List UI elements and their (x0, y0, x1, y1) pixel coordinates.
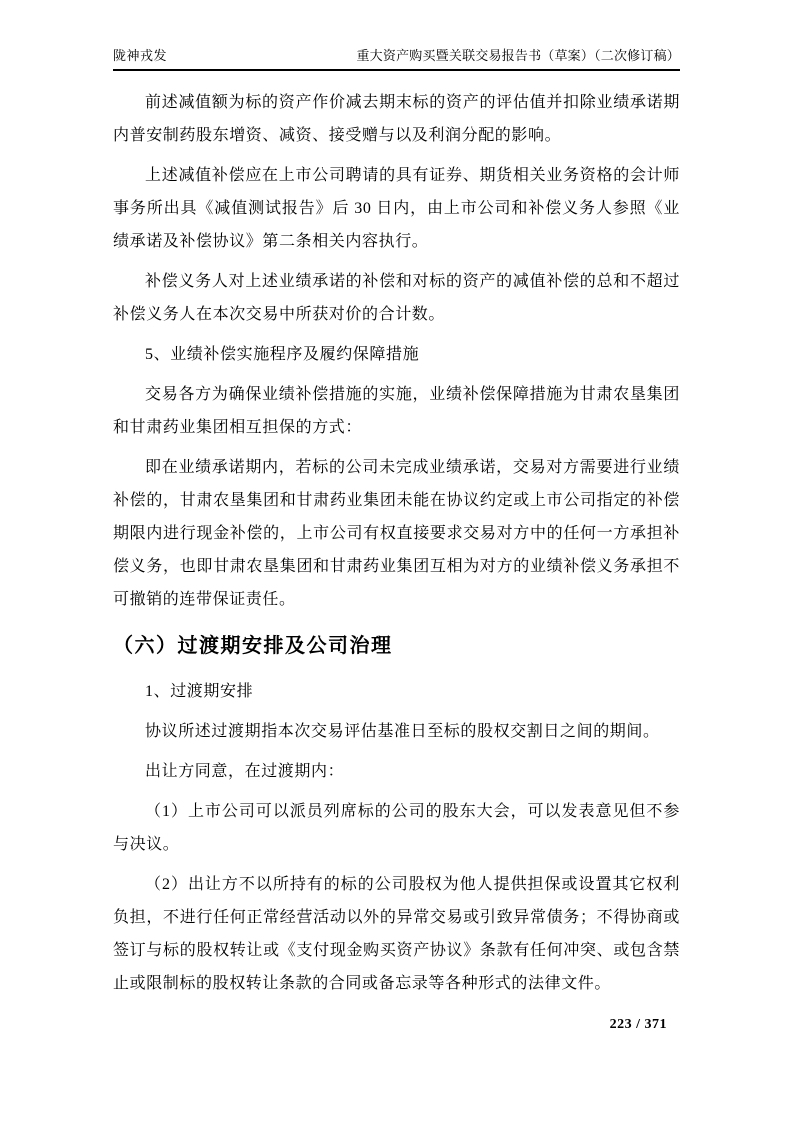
header-report-title: 重大资产购买暨关联交易报告书（草案）（二次修订稿） (356, 48, 680, 63)
paragraph-item-2-no-encumbrance: （2）出让方不以所持有的标的公司股权为他人提供担保或设置其它权利负担，不进行任何正常经营活动以外的异常交易或引致异常债务；不得协商或签订与标的股权转让或《支付现金购买资产协议》条款有任何冲突、或包含禁止或限制标的股权转让条款的合同或备忘录等各种形式的法律文件。 (113, 876, 680, 992)
paragraph-mutual-guarantee-detail: 即在业绩承诺期内，若标的公司未完成业绩承诺，交易对方需要进行业绩补偿的，甘肃农垦集团和甘肃药业集团未能在协议约定或上市公司指定的补偿期限内进行现金补偿的，上市公司有权直接要求交易对方中的任何一方承担补偿义务，也即甘肃农垦集团和甘肃药业集团互相为对方的业绩补偿义务承担不可撤销的连带保证责任。 (113, 459, 680, 608)
paragraph-compensation-cap: 补偿义务人对上述业绩承诺的补偿和对标的资产的减值补偿的总和不超过补偿义务人在本次交易中所获对价的合计数。 (113, 273, 680, 323)
section-heading-6-transition-period-and-governance: （六）过渡期安排及公司治理 (113, 635, 393, 657)
page-header (113, 48, 680, 71)
paragraph-transferor-agreement-intro: 出让方同意，在过渡期内： (145, 763, 345, 780)
page-number: 223 / 371 (609, 1017, 667, 1032)
header-company-name: 陇神戎发 (113, 48, 168, 63)
numbered-heading-5-performance-compensation-safeguards: 5、业绩补偿实施程序及履约保障措施 (145, 346, 420, 363)
paragraph-mutual-guarantee-intro: 交易各方为确保业绩补偿措施的实施，业绩补偿保障措施为甘肃农垦集团和甘肃药业集团相互担保的方式： (113, 386, 680, 436)
document-content (113, 71, 680, 1000)
paragraph-impairment-definition: 前述减值额为标的资产作价减去期末标的资产的评估值并扣除业绩承诺期内普安制药股东增资、减资、接受赠与以及利润分配的影响。 (113, 94, 680, 144)
paragraph-item-1-shareholder-meeting-observation: （1）上市公司可以派员列席标的公司的股东大会，可以发表意见但不参与决议。 (113, 803, 680, 853)
numbered-heading-1-transition-arrangement: 1、过渡期安排 (145, 683, 254, 700)
paragraph-impairment-compensation-procedure: 上述减值补偿应在上市公司聘请的具有证券、期货相关业务资格的会计师事务所出具《减值测试报告》后 30 日内，由上市公司和补偿义务人参照《业绩承诺及补偿协议》第二条相关内容执行。 (113, 167, 680, 250)
page-footer (610, 1016, 667, 1034)
paragraph-transition-period-definition: 协议所述过渡期指本次交易评估基准日至标的股权交割日之间的期间。 (145, 723, 660, 740)
